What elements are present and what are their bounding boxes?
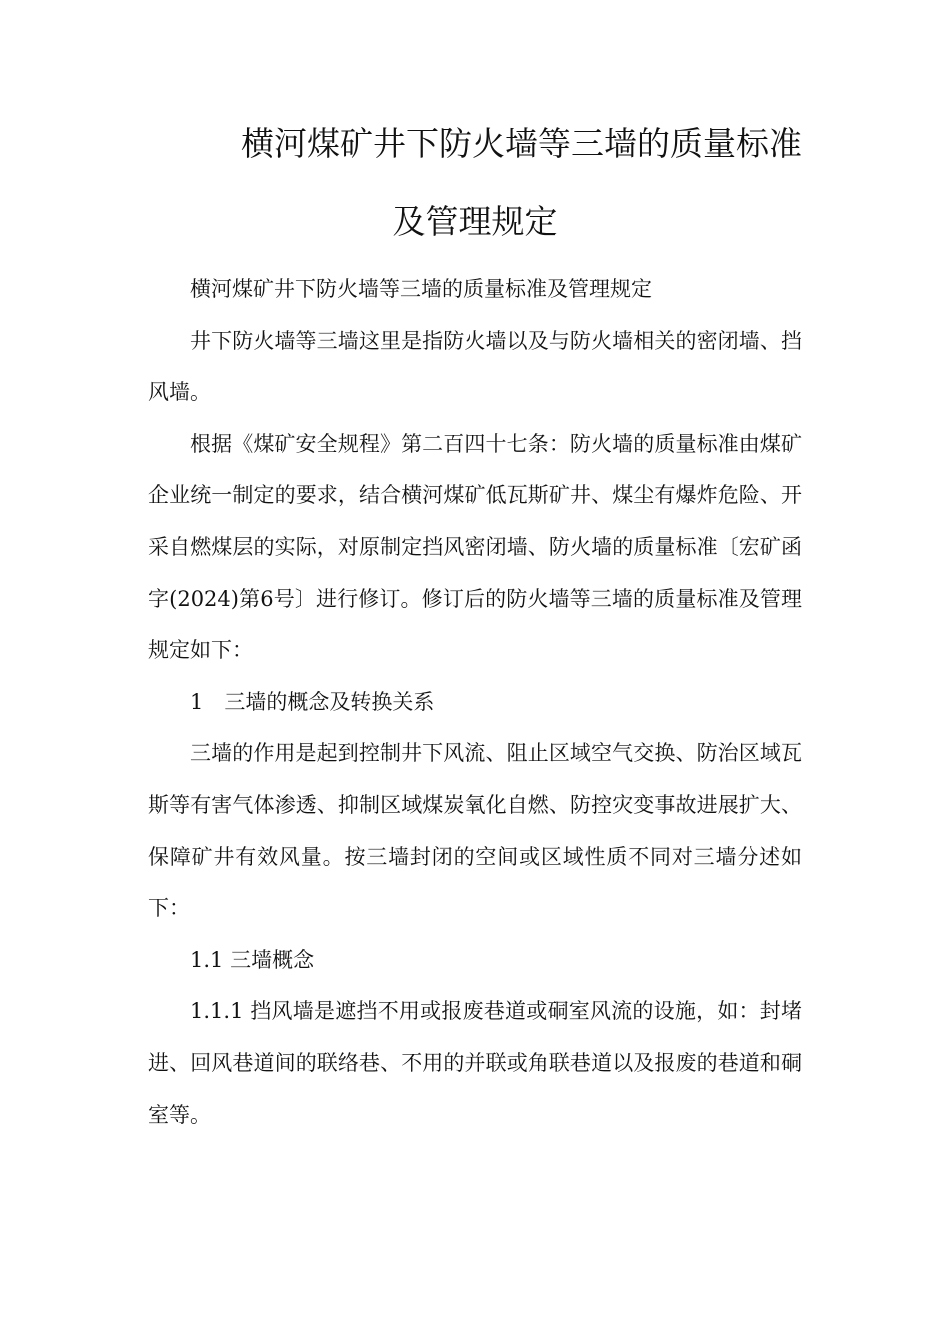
paragraph-scope: 井下防火墙等三墙这里是指防火墙以及与防火墙相关的密闭墙、挡风墙。	[148, 328, 802, 405]
paragraph-function: 三墙的作用是起到控制井下风流、阻止区域空气交换、防治区域瓦斯等有害气体渗透、抑制区域煤炭氧化自燃、防控灾变事故进展扩大、保障矿井有效风量。按三墙封闭的空间或区域性质不同对三墙分述如下：	[148, 741, 802, 921]
document-body	[148, 264, 802, 1141]
paragraph-1-1-1: 1.1.1 挡风墙是遮挡不用或报废巷道或硐室风流的设施，如：封堵进、回风巷道间的联络巷、不用的并联或角联巷道以及报废的巷道和硐室等。	[148, 999, 802, 1127]
paragraph-subtitle: 横河煤矿井下防火墙等三墙的质量标准及管理规定	[190, 277, 652, 301]
section-heading-1: 1 三墙的概念及转换关系	[190, 689, 435, 714]
paragraph-basis: 根据《煤矿安全规程》第二百四十七条：防火墙的质量标准由煤矿企业统一制定的要求，结合横河煤矿低瓦斯矿井、煤尘有爆炸危险、开采自燃煤层的实际，对原制定挡风密闭墙、防火墙的质量标准〔宏矿函字(2024)第6号〕进行修订。修订后的防火墙等三墙的质量标准及管理规定如下：	[148, 431, 802, 663]
section-heading-1-1: 1.1 三墙概念	[190, 947, 315, 972]
document-title-line-2: 及管理规定	[392, 202, 558, 241]
document-title-line-1: 横河煤矿井下防火墙等三墙的质量标准	[241, 124, 802, 163]
